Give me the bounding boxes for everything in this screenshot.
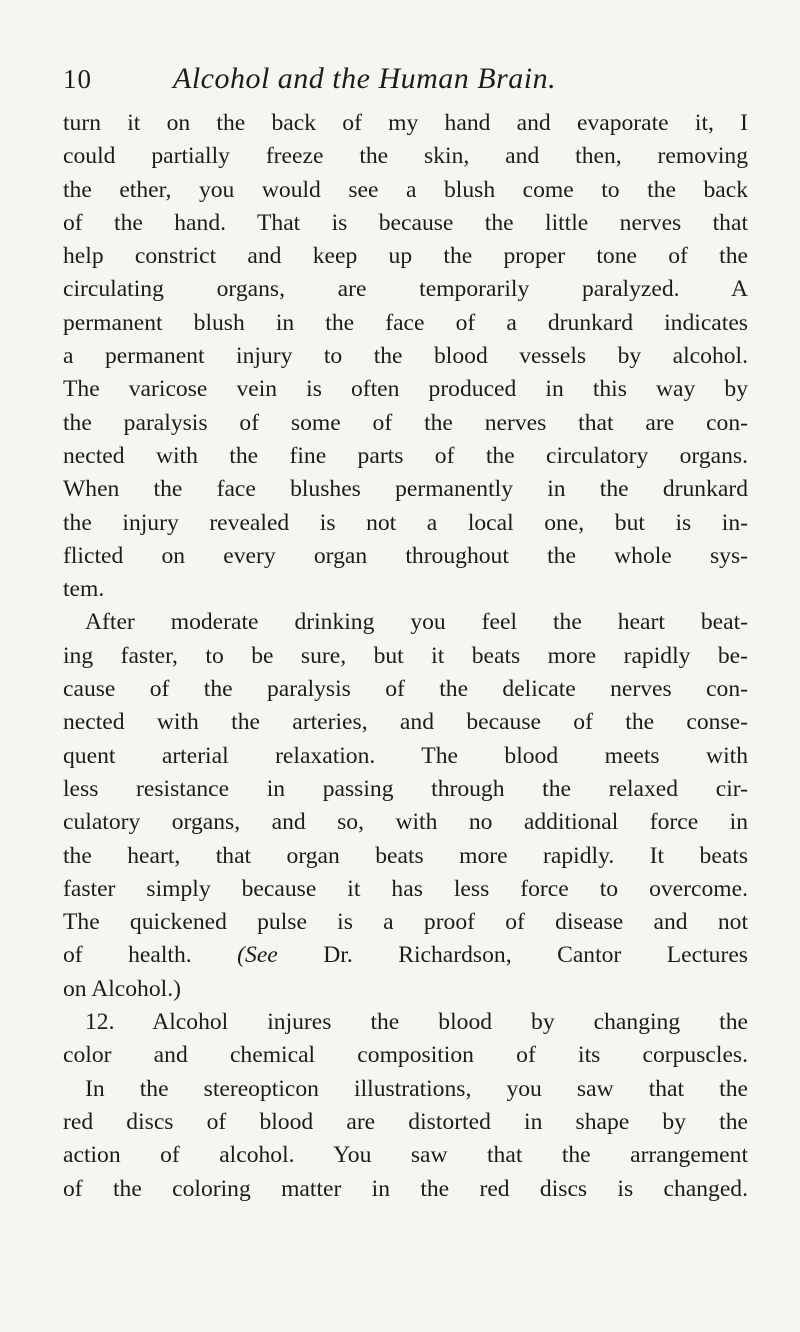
text-line: In the stereopticon illustrations, you saw that the [85,1075,748,1102]
text-line: help constrict and keep up the proper tone of the [63,243,748,270]
text-line: faster simply because it has less force to overcome. [63,875,748,902]
line-segment: of health. [63,942,192,969]
text-line: The varicose vein is often produced in this way by [63,376,748,403]
text-line: turn it on the back of my hand and evaporate it, I [63,110,748,136]
text-line: culatory organs, and so, with no additional force in [63,809,748,836]
text-line: the ether, you would see a blush come to the back [63,176,748,203]
text-line: action of alcohol. You saw that the arrangement [63,1142,748,1169]
text-line: nected with the fine parts of the circulatory organs. [63,442,748,469]
text-line: on Alcohol.) [63,975,181,1002]
text-line: cause of the paralysis of the delicate nerves con- [63,676,748,703]
text-line: After moderate drinking you feel the heart beat- [85,609,748,636]
text-line: quent arterial relaxation. The blood meets with [63,742,748,769]
text-line: a permanent injury to the blood vessels by alcohol. [63,343,748,370]
text-line: the heart, that organ beats more rapidly. It beats [63,842,748,869]
text-line: could partially freeze the skin, and then, removing [63,143,748,170]
text-line: nected with the arteries, and because of the conse- [63,709,748,736]
page-number: 10 [63,64,92,94]
text-line: 12. Alcohol injures the blood by changing the [85,1009,748,1036]
text-line: the injury revealed is not a local one, but is in- [63,509,748,536]
line-segment: Dr. Richardson, Cantor Lectures [323,942,748,969]
text-line: tem. [63,576,105,603]
text-line: the paralysis of some of the nerves that are con- [63,409,748,436]
body-text [63,107,748,1206]
text-line: permanent blush in the face of a drunkard indicates [63,309,748,336]
text-line: color and chemical composition of its corpuscles. [63,1042,748,1069]
text-line: red discs of blood are distorted in shape by the [63,1108,748,1135]
text-line: The quickened pulse is a proof of disease and not [63,909,748,936]
text-line: of the hand. That is because the little nerves that [63,209,748,236]
text-line: less resistance in passing through the relaxed cir- [63,775,748,802]
running-head [63,62,748,104]
citation-see: (See [237,942,278,969]
text-line: ing faster, to be sure, but it beats more rapidly be- [63,642,748,669]
text-line [63,939,748,972]
text-line: flicted on every organ throughout the whole sys- [63,542,748,569]
text-line: circulating organs, are temporarily paralyzed. A [63,276,748,303]
running-title: Alcohol and the Human Brain. [173,62,557,95]
text-line: of the coloring matter in the red discs is changed. [63,1175,748,1202]
text-line: When the face blushes permanently in the drunkard [63,476,748,503]
